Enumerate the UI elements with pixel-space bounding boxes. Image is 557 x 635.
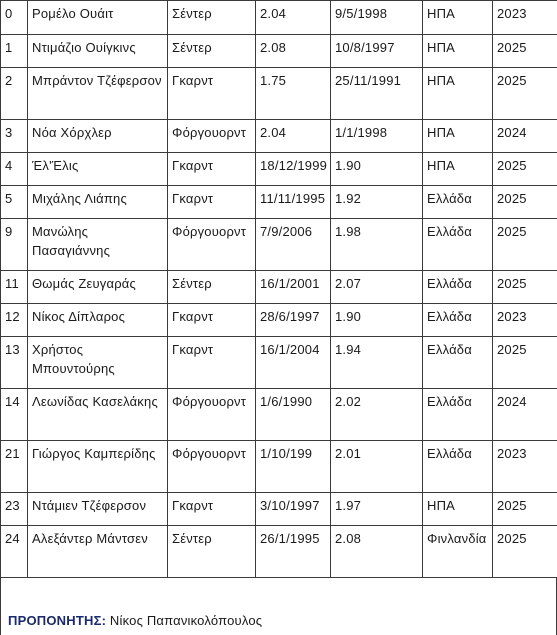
- cell-position: Σέντερ: [168, 526, 256, 578]
- cell-number: 3: [1, 120, 28, 153]
- table-row: [1, 68, 557, 120]
- cell-col4: 16/1/2004: [256, 337, 331, 389]
- cell-name: Μιχάλης Λιάπης: [28, 186, 168, 219]
- cell-year: 2023: [493, 1, 557, 35]
- table-row: [1, 493, 557, 526]
- cell-col5: 1.90: [331, 304, 423, 337]
- cell-year: 2025: [493, 153, 557, 186]
- cell-number: 1: [1, 35, 28, 68]
- cell-number: 12: [1, 304, 28, 337]
- cell-col4: 1.75: [256, 68, 331, 120]
- cell-country: Ελλάδα: [423, 337, 493, 389]
- cell-country: ΗΠΑ: [423, 493, 493, 526]
- cell-position: Φόργουορντ: [168, 219, 256, 271]
- cell-country: ΗΠΑ: [423, 120, 493, 153]
- cell-col4: 11/11/1995: [256, 186, 331, 219]
- cell-col5: 1/1/1998: [331, 120, 423, 153]
- cell-col4: 18/12/1999: [256, 153, 331, 186]
- table-row: [1, 526, 557, 578]
- cell-country: Ελλάδα: [423, 389, 493, 441]
- cell-year: 2025: [493, 526, 557, 578]
- table-row: [1, 441, 557, 493]
- cell-position: Γκαρντ: [168, 304, 256, 337]
- roster-body: [1, 1, 557, 578]
- table-row: [1, 1, 557, 35]
- cell-year: 2025: [493, 186, 557, 219]
- cell-year: 2025: [493, 35, 557, 68]
- cell-col4: 3/10/1997: [256, 493, 331, 526]
- cell-name: Μανώλης Πασαγιάννης: [28, 219, 168, 271]
- cell-col5: 2.02: [331, 389, 423, 441]
- table-row: [1, 120, 557, 153]
- cell-country: ΗΠΑ: [423, 153, 493, 186]
- cell-position: Γκαρντ: [168, 153, 256, 186]
- cell-year: 2025: [493, 337, 557, 389]
- cell-position: Γκαρντ: [168, 337, 256, 389]
- cell-col5: 1.98: [331, 219, 423, 271]
- cell-col5: 2.07: [331, 271, 423, 304]
- cell-name: Αλεξάντερ Μάντσεν: [28, 526, 168, 578]
- cell-name: Νόα Χόρχλερ: [28, 120, 168, 153]
- cell-col5: 25/11/1991: [331, 68, 423, 120]
- cell-name: Έλ'Έλις: [28, 153, 168, 186]
- cell-position: Σέντερ: [168, 1, 256, 35]
- cell-name: Θωμάς Ζευγαράς: [28, 271, 168, 304]
- cell-number: 11: [1, 271, 28, 304]
- cell-number: 23: [1, 493, 28, 526]
- cell-col4: 2.04: [256, 1, 331, 35]
- cell-country: ΗΠΑ: [423, 1, 493, 35]
- cell-year: 2024: [493, 120, 557, 153]
- cell-country: Ελλάδα: [423, 219, 493, 271]
- cell-name: Ντάμιεν Τζέφερσον: [28, 493, 168, 526]
- coach-line: [8, 613, 262, 628]
- cell-col4: 2.04: [256, 120, 331, 153]
- cell-country: Ελλάδα: [423, 441, 493, 493]
- cell-col4: 2.08: [256, 35, 331, 68]
- cell-country: ΗΠΑ: [423, 68, 493, 120]
- cell-col4: 26/1/1995: [256, 526, 331, 578]
- cell-country: Φινλανδία: [423, 526, 493, 578]
- table-row: [1, 389, 557, 441]
- table-row: [1, 337, 557, 389]
- cell-position: Γκαρντ: [168, 186, 256, 219]
- table-row: [1, 271, 557, 304]
- coach-section: [0, 577, 557, 635]
- cell-name: Ρομέλο Ουάιτ: [28, 1, 168, 35]
- cell-year: 2024: [493, 389, 557, 441]
- cell-col4: 7/9/2006: [256, 219, 331, 271]
- cell-position: Σέντερ: [168, 271, 256, 304]
- table-row: [1, 304, 557, 337]
- cell-name: Χρήστος Μπουντούρης: [28, 337, 168, 389]
- cell-number: 21: [1, 441, 28, 493]
- cell-col5: 1.90: [331, 153, 423, 186]
- cell-year: 2023: [493, 441, 557, 493]
- table-row: [1, 219, 557, 271]
- cell-position: Φόργουορντ: [168, 441, 256, 493]
- cell-col4: 28/6/1997: [256, 304, 331, 337]
- cell-year: 2025: [493, 493, 557, 526]
- cell-number: 5: [1, 186, 28, 219]
- cell-col5: 10/8/1997: [331, 35, 423, 68]
- cell-year: 2025: [493, 271, 557, 304]
- cell-col5: 1.92: [331, 186, 423, 219]
- cell-name: Λεωνίδας Κασελάκης: [28, 389, 168, 441]
- cell-col5: 1.94: [331, 337, 423, 389]
- cell-country: Ελλάδα: [423, 304, 493, 337]
- cell-number: 2: [1, 68, 28, 120]
- cell-number: 0: [1, 1, 28, 35]
- cell-position: Γκαρντ: [168, 493, 256, 526]
- table-row: [1, 186, 557, 219]
- cell-year: 2025: [493, 68, 557, 120]
- coach-label: ΠΡΟΠΟΝΗΤΗΣ:: [8, 613, 107, 628]
- cell-col5: 9/5/1998: [331, 1, 423, 35]
- cell-position: Γκαρντ: [168, 68, 256, 120]
- cell-number: 14: [1, 389, 28, 441]
- table-row: [1, 153, 557, 186]
- cell-number: 4: [1, 153, 28, 186]
- table-row: [1, 35, 557, 68]
- cell-number: 9: [1, 219, 28, 271]
- cell-col4: 1/10/199: [256, 441, 331, 493]
- cell-name: Νίκος Δίπλαρος: [28, 304, 168, 337]
- cell-col5: 2.01: [331, 441, 423, 493]
- cell-position: Σέντερ: [168, 35, 256, 68]
- cell-country: Ελλάδα: [423, 186, 493, 219]
- cell-name: Ντιμάζιο Ουίγκινς: [28, 35, 168, 68]
- cell-number: 24: [1, 526, 28, 578]
- cell-col5: 2.08: [331, 526, 423, 578]
- cell-col5: 1.97: [331, 493, 423, 526]
- coach-name: Νίκος Παπανικολόπουλος: [109, 613, 263, 628]
- cell-col4: 1/6/1990: [256, 389, 331, 441]
- cell-number: 13: [1, 337, 28, 389]
- cell-position: Φόργουορντ: [168, 120, 256, 153]
- cell-country: Ελλάδα: [423, 271, 493, 304]
- cell-col4: 16/1/2001: [256, 271, 331, 304]
- cell-name: Γιώργος Καμπερίδης: [28, 441, 168, 493]
- cell-position: Φόργουορντ: [168, 389, 256, 441]
- cell-name: Μπράντον Τζέφερσον: [28, 68, 168, 120]
- cell-year: 2025: [493, 219, 557, 271]
- cell-year: 2023: [493, 304, 557, 337]
- cell-country: ΗΠΑ: [423, 35, 493, 68]
